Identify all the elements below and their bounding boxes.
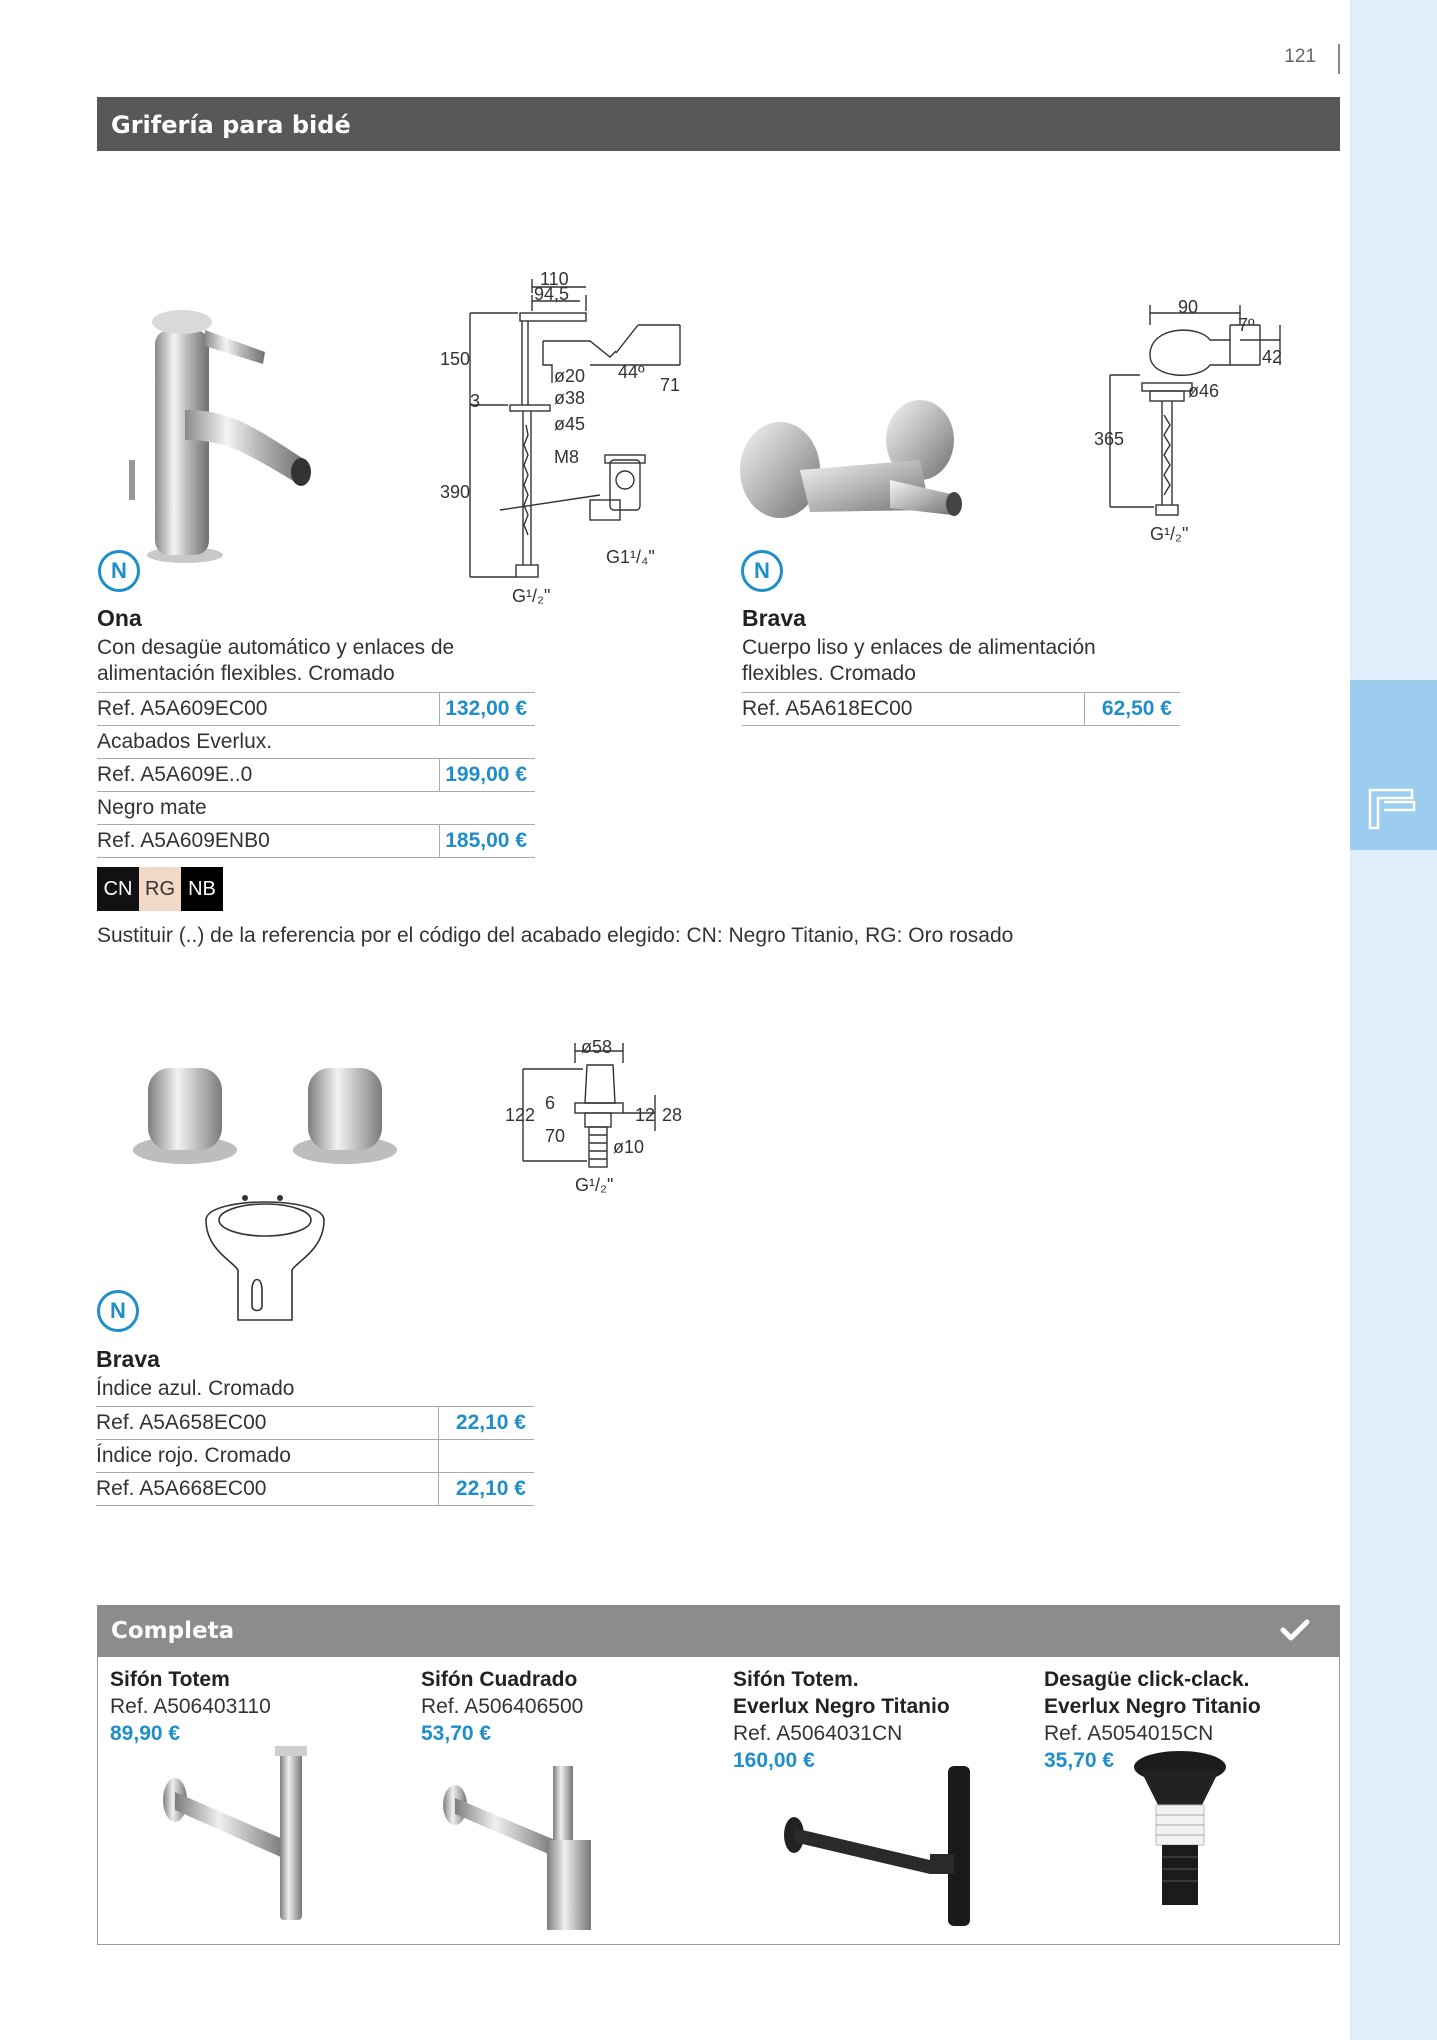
- brava-taps-price-table: [96, 1406, 534, 1506]
- bidet-icon: [200, 1190, 330, 1325]
- price-cell: 22,10 €: [438, 1407, 534, 1440]
- item-price: 35,70 €: [1044, 1749, 1115, 1772]
- svg-text:G¹/₂": G¹/₂": [1150, 524, 1189, 544]
- swatch-rg[interactable]: RG: [139, 867, 181, 911]
- section-title: Grifería para bidé: [111, 111, 351, 139]
- brava-taps-photo: [130, 1060, 400, 1170]
- table-row: [96, 1407, 534, 1440]
- item-ref: Ref. A5054015CN: [1044, 1722, 1214, 1745]
- svg-text:12: 12: [635, 1105, 656, 1125]
- svg-text:ø10: ø10: [613, 1137, 645, 1157]
- svg-text:42: 42: [1262, 347, 1283, 367]
- ona-dimension-drawing: [440, 265, 690, 610]
- side-strip: [1350, 0, 1437, 2040]
- item-ref: Ref. A5064031CN: [733, 1722, 903, 1745]
- check-icon: [1280, 1618, 1310, 1642]
- finish-swatches: [97, 867, 223, 911]
- svg-text:G¹/₂": G¹/₂": [512, 586, 551, 606]
- ona-new-badge: N: [98, 550, 140, 592]
- svg-text:3: 3: [470, 391, 481, 411]
- price-cell: 132,00 €: [439, 693, 535, 726]
- chapter-tab[interactable]: [1350, 680, 1437, 850]
- price-cell: 185,00 €: [439, 825, 535, 858]
- siphon-totem-photo: [155, 1740, 325, 1920]
- ref-cell: Ref. A5A609ENB0: [97, 825, 439, 858]
- svg-text:7º: 7º: [1238, 315, 1255, 335]
- siphon-totem-black-photo: [780, 1760, 980, 1930]
- svg-text:365: 365: [1094, 429, 1125, 449]
- price-cell: [438, 1440, 534, 1473]
- finish-label-cell: Negro mate: [97, 792, 535, 825]
- finish-label-cell: Índice rojo. Cromado: [96, 1440, 438, 1473]
- item-price: 89,90 €: [110, 1722, 181, 1745]
- table-row: [742, 693, 1180, 726]
- page-number-divider: [1338, 44, 1340, 74]
- svg-text:G¹/₂": G¹/₂": [575, 1175, 614, 1195]
- finish-label-cell: Acabados Everlux.: [97, 726, 535, 759]
- item-price: 53,70 €: [421, 1722, 492, 1745]
- table-row: [96, 1473, 534, 1506]
- item-name: Sifón Totem: [110, 1668, 230, 1691]
- brava-taps-dimension-drawing: [505, 1035, 690, 1205]
- siphon-cuadrado-photo: [435, 1760, 615, 1930]
- svg-text:110: 110: [540, 269, 569, 289]
- brava-taps-name: Brava: [96, 1346, 160, 1372]
- item-name: Sifón Cuadrado: [421, 1668, 578, 1691]
- svg-text:90: 90: [1178, 297, 1199, 317]
- svg-text:ø46: ø46: [1188, 381, 1220, 401]
- ona-description: Con desagüe automático y enlaces de alimentación flexibles. Cromado: [97, 636, 455, 685]
- svg-text:28: 28: [662, 1105, 683, 1125]
- ona-price-table: [97, 692, 535, 858]
- svg-text:70: 70: [545, 1126, 566, 1146]
- swatch-nb[interactable]: NB: [181, 867, 223, 911]
- click-clack-drain-photo: [1130, 1745, 1230, 1915]
- svg-text:390: 390: [440, 482, 471, 502]
- svg-text:ø20: ø20: [554, 366, 586, 386]
- finish-note: Sustituir (..) de la referencia por el código del acabado elegido: CN: Negro Titanio, RG: Oro rosado: [97, 924, 1014, 947]
- brava-mixer-dimension-drawing: [1090, 295, 1290, 545]
- complete-item-totem[interactable]: [110, 1666, 410, 1747]
- item-name-line2: Everlux Negro Titanio: [733, 1695, 950, 1718]
- price-cell: 199,00 €: [439, 759, 535, 792]
- svg-text:150: 150: [440, 349, 471, 369]
- page-number: 121: [1284, 46, 1316, 67]
- ref-cell: Ref. A5A668EC00: [96, 1473, 438, 1506]
- complete-header: [97, 1605, 1340, 1657]
- table-row: [97, 693, 535, 726]
- faucet-icon: [1364, 780, 1420, 830]
- svg-text:44º: 44º: [618, 362, 645, 382]
- ref-cell: Ref. A5A658EC00: [96, 1407, 438, 1440]
- brava-taps-description: Índice azul. Cromado: [96, 1377, 295, 1400]
- svg-text:122: 122: [505, 1105, 536, 1125]
- complete-item-cuadrado[interactable]: [421, 1666, 721, 1747]
- item-name-line2: Everlux Negro Titanio: [1044, 1695, 1261, 1718]
- section-header: [97, 97, 1340, 151]
- ref-cell: Ref. A5A618EC00: [742, 693, 1084, 726]
- svg-text:ø38: ø38: [554, 388, 586, 408]
- svg-text:ø45: ø45: [554, 414, 586, 434]
- table-row: [96, 1440, 534, 1473]
- brava-mixer-new-badge: N: [741, 550, 783, 592]
- brava-taps-new-badge: N: [97, 1290, 139, 1332]
- brava-mixer-description: Cuerpo liso y enlaces de alimentación flexibles. Cromado: [742, 636, 1096, 685]
- item-ref: Ref. A506403110: [110, 1695, 271, 1718]
- table-row: [97, 825, 535, 858]
- swatch-cn[interactable]: CN: [97, 867, 139, 911]
- item-price: 160,00 €: [733, 1749, 815, 1772]
- svg-text:71: 71: [660, 375, 681, 395]
- svg-text:94,5: 94,5: [534, 284, 570, 304]
- ona-name: Ona: [97, 605, 142, 631]
- brava-mixer-price-table: [742, 692, 1180, 726]
- table-row: [97, 792, 535, 825]
- ref-cell: Ref. A5A609E..0: [97, 759, 439, 792]
- brava-mixer-photo: [740, 400, 970, 535]
- ref-cell: Ref. A5A609EC00: [97, 693, 439, 726]
- svg-text:ø58: ø58: [581, 1037, 613, 1057]
- price-cell: 22,10 €: [438, 1473, 534, 1506]
- svg-text:6: 6: [545, 1093, 556, 1113]
- complete-item-totem-black[interactable]: [733, 1666, 1033, 1774]
- price-cell: 62,50 €: [1084, 693, 1180, 726]
- complete-title: Completa: [111, 1618, 235, 1644]
- item-ref: Ref. A506406500: [421, 1695, 584, 1718]
- svg-text:M8: M8: [554, 447, 580, 467]
- item-name: Desagüe click-clack.: [1044, 1668, 1250, 1691]
- table-row: [97, 726, 535, 759]
- table-row: [97, 759, 535, 792]
- item-name: Sifón Totem.: [733, 1668, 859, 1691]
- brava-mixer-name: Brava: [742, 605, 806, 631]
- ona-faucet-photo: [125, 300, 325, 570]
- svg-text:G1¹/₄": G1¹/₄": [606, 547, 655, 567]
